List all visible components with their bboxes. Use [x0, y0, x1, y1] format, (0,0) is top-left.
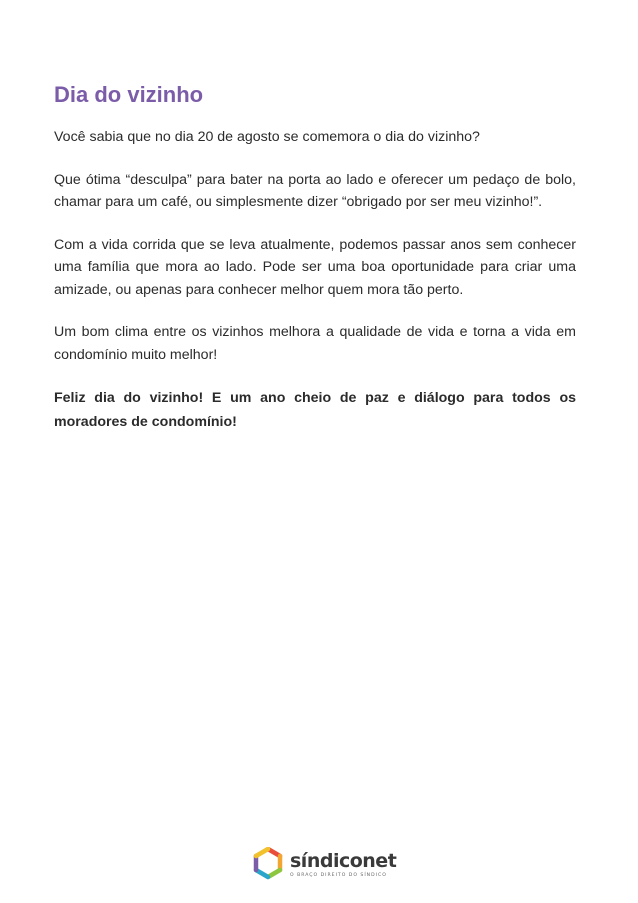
footer-logo — [252, 844, 396, 884]
document-body — [54, 80, 576, 454]
logo-wordmark: síndiconet — [290, 849, 397, 872]
paragraph-good-climate: Um bom clima entre os vizinhos melhora a qualidade de vida e torna a vida em condomínio muito melhor! — [54, 324, 576, 363]
logo-text — [290, 850, 396, 879]
paragraph-excuse: Que ótima “desculpa” para bater na porta ao lado e oferecer um pedaço de bolo, chamar para um café, ou simplesmente dizer “obrigado por ser meu vizinho!”. — [54, 171, 576, 210]
paragraph-intro: Você sabia que no dia 20 de agosto se comemora o dia do vizinho? — [54, 129, 480, 145]
document-title: Dia do vizinho — [54, 82, 204, 107]
hexagon-logo-icon — [252, 847, 284, 881]
paragraph-busy-life: Com a vida corrida que se leva atualmente, podemos passar anos sem conhecer uma família que mora ao lado. Pode ser uma boa oportunidade para criar uma amizade, ou apenas para conhecer melhor quem mora tão perto. — [54, 236, 576, 298]
paragraph-closing: Feliz dia do vizinho! E um ano cheio de paz e diálogo para todos os moradores de condomínio! — [54, 390, 576, 430]
logo-tagline: O BRAÇO DIREITO DO SÍNDICO — [290, 872, 387, 878]
